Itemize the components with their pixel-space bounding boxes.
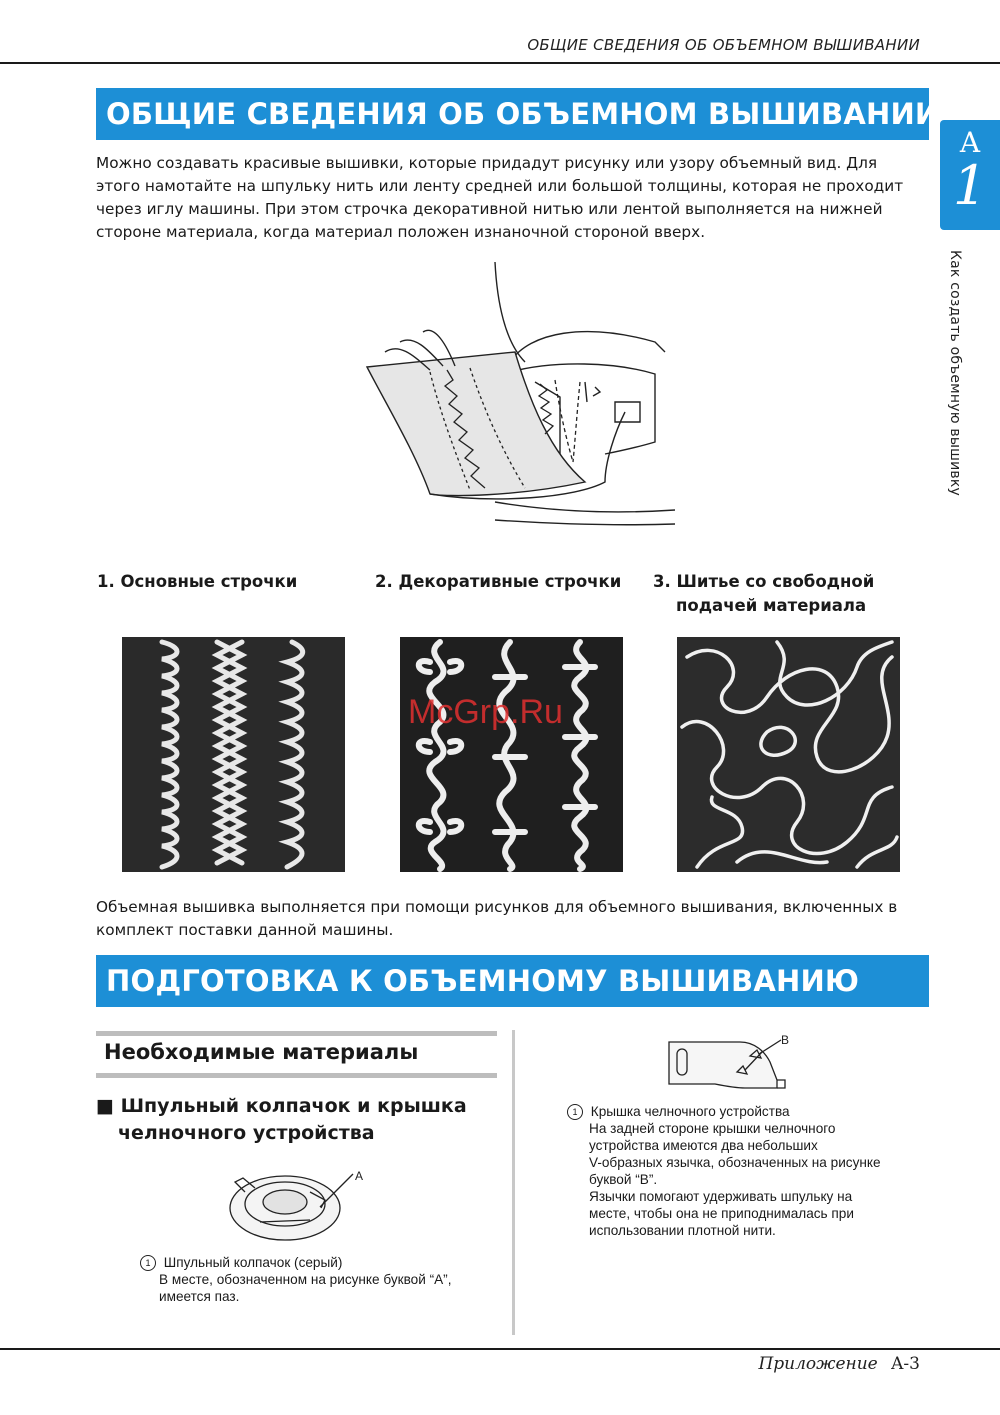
bullet-square-icon: ■ xyxy=(96,1095,114,1117)
watermark-text: McGrp.Ru xyxy=(408,693,563,731)
bullet-heading-line1: Шпульный колпачок и крышка xyxy=(120,1095,467,1117)
caption-number: 1. xyxy=(97,572,115,591)
photo-free-motion xyxy=(677,637,900,872)
cover-note-line: месте, чтобы она не приподнималась при xyxy=(589,1206,854,1221)
chapter-number: 1 xyxy=(952,154,988,217)
caption-basic-stitches xyxy=(97,570,297,594)
bobbin-note-line: В месте, обозначенном на рисунке буквой “A”, xyxy=(159,1272,452,1287)
chapter-letter: A xyxy=(959,126,981,159)
bullet-heading-line2: челночного устройства xyxy=(118,1122,375,1144)
outro-line: Объемная вышивка выполняется при помощи рисунков для объемного вышивания, включенных в xyxy=(96,898,898,916)
section-title-general: ОБЩИЕ СВЕДЕНИЯ ОБ ОБЪЕМНОМ ВЫШИВАНИИ xyxy=(96,88,929,140)
caption-text: Шитье со свободной xyxy=(676,572,875,591)
bobbin-note-line: Шпульный колпачок (серый) xyxy=(163,1255,343,1270)
cover-note-line: Крышка челночного устройства xyxy=(590,1104,790,1119)
outro-paragraph xyxy=(96,896,929,942)
cover-note-line: Язычки помогают удерживать шпульку на xyxy=(589,1189,853,1204)
subsection-rule-top xyxy=(96,1031,497,1036)
bobbin-note-line: имеется паз. xyxy=(159,1289,240,1304)
outro-line: комплект поставки данной машины. xyxy=(96,921,394,939)
photo-basic-stitches xyxy=(122,637,345,872)
cover-note-line: устройства имеются два небольших xyxy=(589,1138,818,1153)
bobbin-case-illustration xyxy=(225,1162,375,1244)
page-number: A-3 xyxy=(891,1354,920,1374)
footer-rule xyxy=(0,1348,1000,1350)
cover-note-line: использовании плотной нити. xyxy=(589,1223,776,1238)
photo-decorative-stitches xyxy=(400,637,623,872)
sewing-machine-illustration xyxy=(355,262,675,527)
page-footer xyxy=(700,1354,920,1374)
intro-line: этого намотайте на шпульку нить или ленту средней или большой толщины, которая не проходит xyxy=(96,177,904,195)
cover-note-line: На задней стороне крышки челночного xyxy=(589,1121,836,1136)
caption-number: 3. xyxy=(653,572,671,591)
subsection-title: Необходимые материалы xyxy=(104,1040,419,1064)
section-title-preparation: ПОДГОТОВКА К ОБЪЕМНОМУ ВЫШИВАНИЮ xyxy=(96,955,929,1007)
chapter-side-title: Как создать объемную вышивку xyxy=(947,250,963,496)
bobbin-label-a: A xyxy=(355,1169,364,1183)
intro-line: стороне материала, когда материал положен изнаночной стороной вверх. xyxy=(96,223,706,241)
header-rule xyxy=(0,62,1000,64)
caption-text-line2: подачей материала xyxy=(676,596,867,615)
cover-note-line: V-образных язычка, обозначенных на рисунке xyxy=(589,1155,881,1170)
cover-label-b: B xyxy=(781,1033,790,1047)
bobbin-cover-note xyxy=(567,1103,927,1239)
caption-number: 2. xyxy=(375,572,393,591)
subsection-rule-bottom xyxy=(96,1073,497,1078)
intro-paragraph xyxy=(96,152,929,244)
footer-section: Приложение xyxy=(758,1354,878,1374)
chapter-tab xyxy=(940,120,1000,230)
running-header: ОБЩИЕ СВЕДЕНИЯ ОБ ОБЪЕМНОМ ВЫШИВАНИИ xyxy=(527,36,920,54)
callout-marker-1: 1 xyxy=(567,1104,583,1120)
caption-free-motion xyxy=(653,570,923,618)
bobbin-cover-illustration xyxy=(665,1032,795,1097)
caption-decorative-stitches xyxy=(375,570,621,594)
bobbin-case-note xyxy=(140,1254,500,1305)
caption-text: Декоративные строчки xyxy=(398,572,622,591)
column-divider xyxy=(512,1030,515,1335)
callout-marker-1: 1 xyxy=(140,1255,156,1271)
caption-text: Основные строчки xyxy=(120,572,298,591)
intro-line: через иглу машины. При этом строчка декоративной нитью или лентой выполняется на нижней xyxy=(96,200,883,218)
bullet-heading xyxy=(96,1093,496,1147)
cover-note-line: буквой “B”. xyxy=(589,1172,658,1187)
intro-line: Можно создавать красивые вышивки, которые придадут рисунку или узору объемный вид. Для xyxy=(96,154,878,172)
